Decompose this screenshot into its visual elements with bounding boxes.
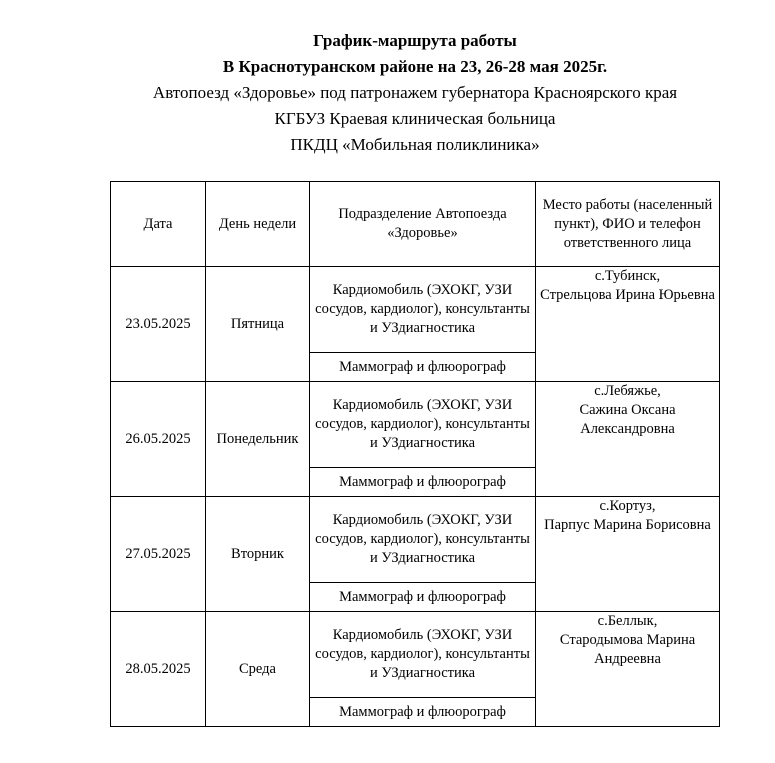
column-header-unit: Подразделение Автопоезда «Здоровье» xyxy=(310,182,536,267)
date-cell: 28.05.2025 xyxy=(111,612,206,727)
place-cell xyxy=(536,267,720,382)
date-cell: 26.05.2025 xyxy=(111,382,206,497)
responsible-person: Парпус Марина Борисовна xyxy=(544,517,711,533)
date-cell: 23.05.2025 xyxy=(111,267,206,382)
settlement-name: с.Беллык, xyxy=(597,613,658,629)
column-header-place: Место работы (населенный пункт), ФИО и телефон ответственного лица xyxy=(536,182,720,267)
responsible-person: Сажина Оксана Александровна xyxy=(579,402,676,437)
cardio-unit-cell: Кардиомобиль (ЭХОКГ, УЗИ сосудов, кардиолог), консультанты и УЗдиагностика xyxy=(310,382,536,468)
header-organization: КГБУЗ Краевая клиническая больница xyxy=(274,109,556,128)
schedule-table xyxy=(110,181,720,727)
table-row xyxy=(111,497,720,583)
responsible-person: Стрельцова Ирина Юрьевна xyxy=(540,287,715,303)
weekday-cell: Вторник xyxy=(206,497,310,612)
column-header-day: День недели xyxy=(206,182,310,267)
place-cell xyxy=(536,382,720,497)
column-header-date: Дата xyxy=(111,182,206,267)
cardio-unit-cell: Кардиомобиль (ЭХОКГ, УЗИ сосудов, кардиолог), консультанты и УЗдиагностика xyxy=(310,267,536,353)
responsible-person: Стародымова Марина Андреевна xyxy=(559,632,696,667)
table-row xyxy=(111,612,720,698)
settlement-name: с.Лебяжье, xyxy=(594,383,661,399)
table-header-row xyxy=(111,182,720,267)
mammo-unit-cell: Маммограф и флюорограф xyxy=(310,468,536,497)
mammo-unit-cell: Маммограф и флюорограф xyxy=(310,698,536,727)
cardio-unit-cell: Кардиомобиль (ЭХОКГ, УЗИ сосудов, кардиолог), консультанты и УЗдиагностика xyxy=(310,497,536,583)
place-cell xyxy=(536,497,720,612)
table-row xyxy=(111,382,720,468)
document-title: График-маршрута работы xyxy=(313,31,517,50)
header-department: ПКДЦ «Мобильная поликлиника» xyxy=(290,135,540,154)
table-row xyxy=(111,267,720,353)
document-subtitle: В Краснотуранском районе на 23, 26-28 мая 2025г. xyxy=(222,57,608,76)
header-program: Автопоезд «Здоровье» под патронажем губернатора Красноярского края xyxy=(152,83,678,102)
place-cell xyxy=(536,612,720,727)
settlement-name: с.Тубинск, xyxy=(594,268,661,284)
date-cell: 27.05.2025 xyxy=(111,497,206,612)
mammo-unit-cell: Маммограф и флюорограф xyxy=(310,353,536,382)
document-header xyxy=(0,28,775,158)
settlement-name: с.Кортуз, xyxy=(599,498,656,514)
weekday-cell: Пятница xyxy=(206,267,310,382)
weekday-cell: Понедельник xyxy=(206,382,310,497)
weekday-cell: Среда xyxy=(206,612,310,727)
mammo-unit-cell: Маммограф и флюорограф xyxy=(310,583,536,612)
cardio-unit-cell: Кардиомобиль (ЭХОКГ, УЗИ сосудов, кардиолог), консультанты и УЗдиагностика xyxy=(310,612,536,698)
